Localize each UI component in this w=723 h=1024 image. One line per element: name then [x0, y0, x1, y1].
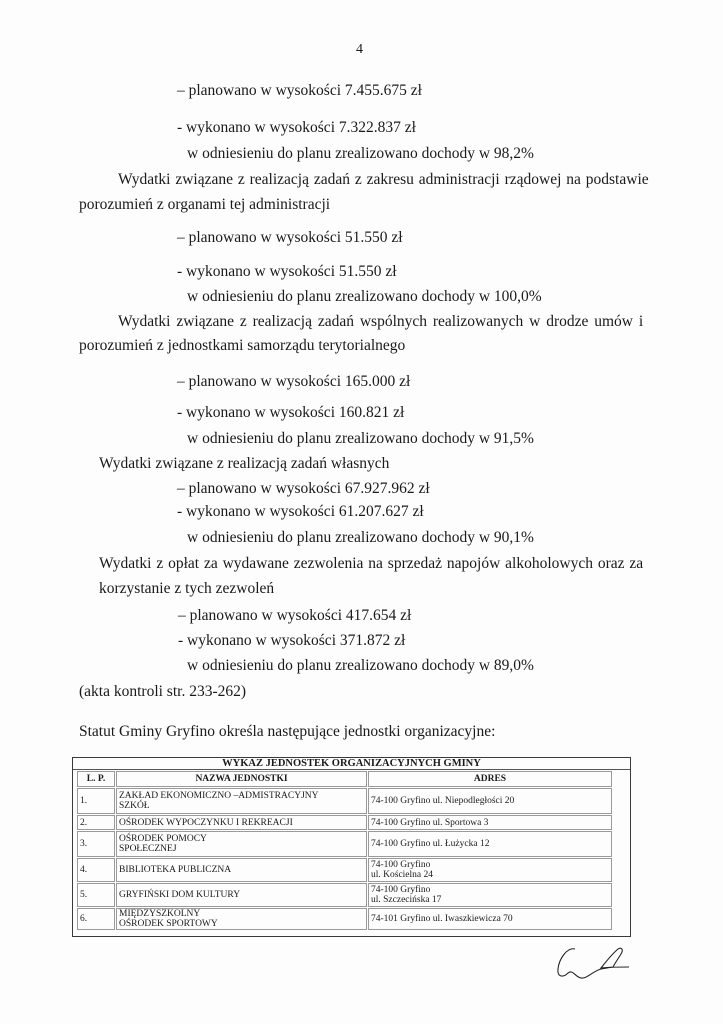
name-line: BIBLIOTEKA PUBLICZNA — [119, 865, 232, 875]
address-line: 74-100 Gryfino — [371, 860, 431, 870]
row-lp: 1. — [77, 788, 115, 814]
section-heading: Wydatki związane z realizacją zadań wspólnych realizowanych w drodze umów i — [118, 313, 644, 330]
executed-amount: - wykonano w wysokości 7.322.837 zł — [177, 119, 416, 136]
realization-ratio: w odniesieniu do planu zrealizowano dochody w 90,1% — [187, 529, 534, 546]
section-heading: Wydatki związane z realizacją zadań własnych — [99, 455, 390, 472]
planned-amount: – planowano w wysokości 165.000 zł — [177, 373, 411, 390]
name-line: OŚRODEK POMOCY — [119, 834, 207, 844]
statute-intro: Statut Gminy Gryfino określa następujące jednostki organizacyjne: — [79, 723, 496, 740]
section-heading-cont: korzystanie z tych zezwoleń — [99, 580, 275, 597]
row-name — [116, 788, 367, 814]
row-name — [116, 908, 367, 930]
page-number: 4 — [356, 42, 363, 57]
signature-icon — [555, 945, 645, 985]
row-address — [368, 788, 612, 814]
row-address — [368, 908, 612, 930]
row-address — [368, 815, 612, 830]
row-name — [116, 831, 367, 857]
table-header-row — [77, 771, 612, 787]
realization-ratio: w odniesieniu do planu zrealizowano dochody w 91,5% — [187, 430, 534, 447]
address-line: 74-100 Gryfino ul. Niepodległości 20 — [371, 796, 515, 806]
section-heading-cont: porozumień z organami tej administracji — [79, 196, 331, 213]
name-line: OŚRODEK SPORTOWY — [119, 919, 218, 929]
name-line: GRYFIŃSKI DOM KULTURY — [119, 890, 241, 900]
row-name — [116, 883, 367, 907]
planned-amount: – planowano w wysokości 51.550 zł — [177, 229, 403, 246]
table-row — [77, 883, 612, 907]
address-line: ul. Kościelna 24 — [371, 870, 434, 880]
section-heading: Wydatki związane z realizacją zadań z zakresu administracji rządowej na podstawie — [118, 171, 649, 188]
section-heading-cont: porozumień z jednostkami samorządu terytorialnego — [79, 337, 406, 354]
organizational-units-table — [72, 757, 631, 937]
name-line: SPOŁECZNEJ — [119, 844, 177, 854]
executed-amount: - wykonano w wysokości 371.872 zł — [178, 632, 406, 649]
audit-reference: (akta kontroli str. 233-262) — [79, 683, 247, 700]
row-address — [368, 858, 612, 882]
address-line: 74-100 Gryfino ul. Sportowa 3 — [371, 817, 489, 828]
executed-amount: - wykonano w wysokości 160.821 zł — [177, 404, 405, 421]
units-grid — [76, 770, 613, 931]
row-lp: 2. — [77, 815, 115, 830]
realization-ratio: w odniesieniu do planu zrealizowano dochody w 89,0% — [187, 657, 534, 674]
name-line: MIĘDZYSZKOLNY — [119, 909, 201, 919]
table-row — [77, 908, 612, 930]
executed-amount: - wykonano w wysokości 51.550 zł — [177, 263, 397, 280]
table-row — [77, 858, 612, 882]
header-address: ADRES — [368, 771, 612, 787]
name-line: OŚRODEK WYPOCZYNKU I REKREACJI — [119, 817, 293, 828]
planned-amount: – planowano w wysokości 417.654 zł — [178, 607, 412, 624]
header-lp: L. P. — [77, 771, 115, 787]
table-title: WYKAZ JEDNOSTEK ORGANIZACYJNYCH GMINY — [73, 758, 630, 770]
row-address — [368, 831, 612, 857]
address-line: 74-100 Gryfino — [371, 885, 431, 895]
row-lp: 3. — [77, 831, 115, 857]
row-lp: 6. — [77, 908, 115, 930]
address-line: 74-101 Gryfino ul. Iwaszkiewicza 70 — [371, 914, 513, 924]
realization-ratio: w odniesieniu do planu zrealizowano dochody w 98,2% — [187, 145, 534, 162]
address-line: ul. Szczecińska 17 — [371, 895, 442, 905]
section-heading: Wydatki z opłat za wydawane zezwolenia na sprzedaż napojów alkoholowych oraz za — [99, 555, 644, 572]
name-clip — [119, 909, 364, 929]
row-lp: 4. — [77, 858, 115, 882]
planned-amount: – planowano w wysokości 7.455.675 zł — [177, 82, 422, 99]
row-name — [116, 858, 367, 882]
address-line: 74-100 Gryfino ul. Łużycka 12 — [371, 839, 490, 849]
table-row — [77, 831, 612, 857]
row-address — [368, 883, 612, 907]
table-row — [77, 815, 612, 830]
realization-ratio: w odniesieniu do planu zrealizowano dochody w 100,0% — [187, 288, 542, 305]
executed-amount: - wykonano w wysokości 61.207.627 zł — [177, 503, 424, 520]
table-row — [77, 788, 612, 814]
row-lp: 5. — [77, 883, 115, 907]
row-name — [116, 815, 367, 830]
planned-amount: – planowano w wysokości 67.927.962 zł — [177, 480, 430, 497]
name-line: SZKÓŁ — [119, 801, 150, 811]
name-line: ZAKŁAD EKONOMICZNO –ADMISTRACYJNY — [119, 791, 319, 801]
header-name: NAZWA JEDNOSTKI — [116, 771, 367, 787]
